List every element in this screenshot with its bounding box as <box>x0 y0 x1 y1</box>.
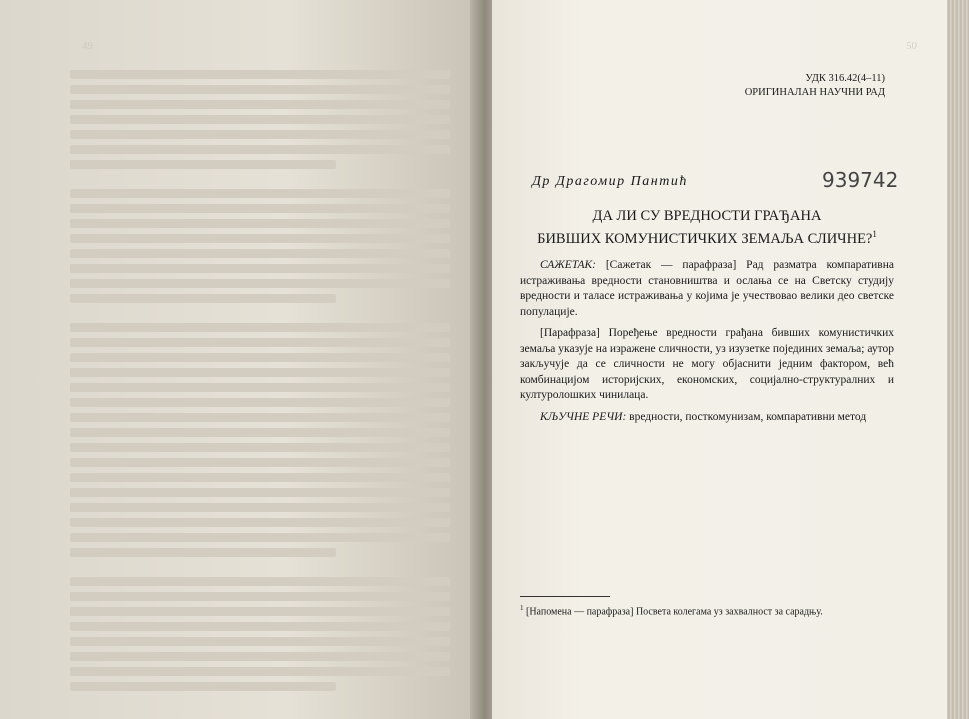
title-line-1: ДА ЛИ СУ ВРЕДНОСТИ ГРАЂАНА <box>592 208 822 224</box>
abstract <box>520 258 894 320</box>
keywords-line <box>520 410 894 426</box>
abstract-label: САЖЕТАК: <box>540 259 596 271</box>
author-name: Др Драгомир Пантић <box>532 174 688 189</box>
bleed-through-text <box>70 70 450 697</box>
article-content <box>520 258 894 425</box>
article-category: ОРИГИНАЛАН НАУЧНИ РАД <box>744 87 885 98</box>
footnote-mark: 1 <box>520 604 524 612</box>
footnote <box>520 602 894 618</box>
right-page-number: 50 <box>906 40 917 52</box>
handwritten-inventory-number: 939742 <box>822 168 899 192</box>
footnote-rule <box>520 596 610 597</box>
title-line-2: БИВШИХ КОМУНИСТИЧКИХ ЗЕМАЉА СЛИЧНЕ?$^1$ <box>537 229 877 247</box>
body-paragraph: [Парафраза] Поређење вредности грађана бивших комунистичких земаља указује на изражене сличности, уз изузетке појединих земаља; аутор закључује да се сличности не могу објаснити једним фактором, већ комбинацијом историјских, економских, социјално-структуралних и културолошких чинилаца. <box>520 327 894 401</box>
abstract-text: [Сажетак — парафраза] Рад разматра компаративна истраживања вредности становништва и ослања се на Светску студију вредности и таласе истраживања у којима је учествовао велики део светске популације. <box>520 259 894 318</box>
footnote-text: [Напомена — парафраза] Посвета колегама уз захвалност за сарадњу. <box>526 606 823 618</box>
page-edges <box>947 0 969 719</box>
title-footnote-mark: 1 <box>872 229 877 239</box>
udk-code: УДК 316.42(4–11) <box>805 73 885 84</box>
keywords-label: КЉУЧНЕ РЕЧИ: <box>540 410 627 423</box>
classification-block <box>745 72 885 100</box>
right-page <box>492 0 947 719</box>
article-title <box>522 207 892 248</box>
left-page-number: 49 <box>82 40 93 52</box>
keywords-text: вредности, посткомунизам, компаративни метод <box>629 410 867 423</box>
left-page <box>0 0 478 719</box>
